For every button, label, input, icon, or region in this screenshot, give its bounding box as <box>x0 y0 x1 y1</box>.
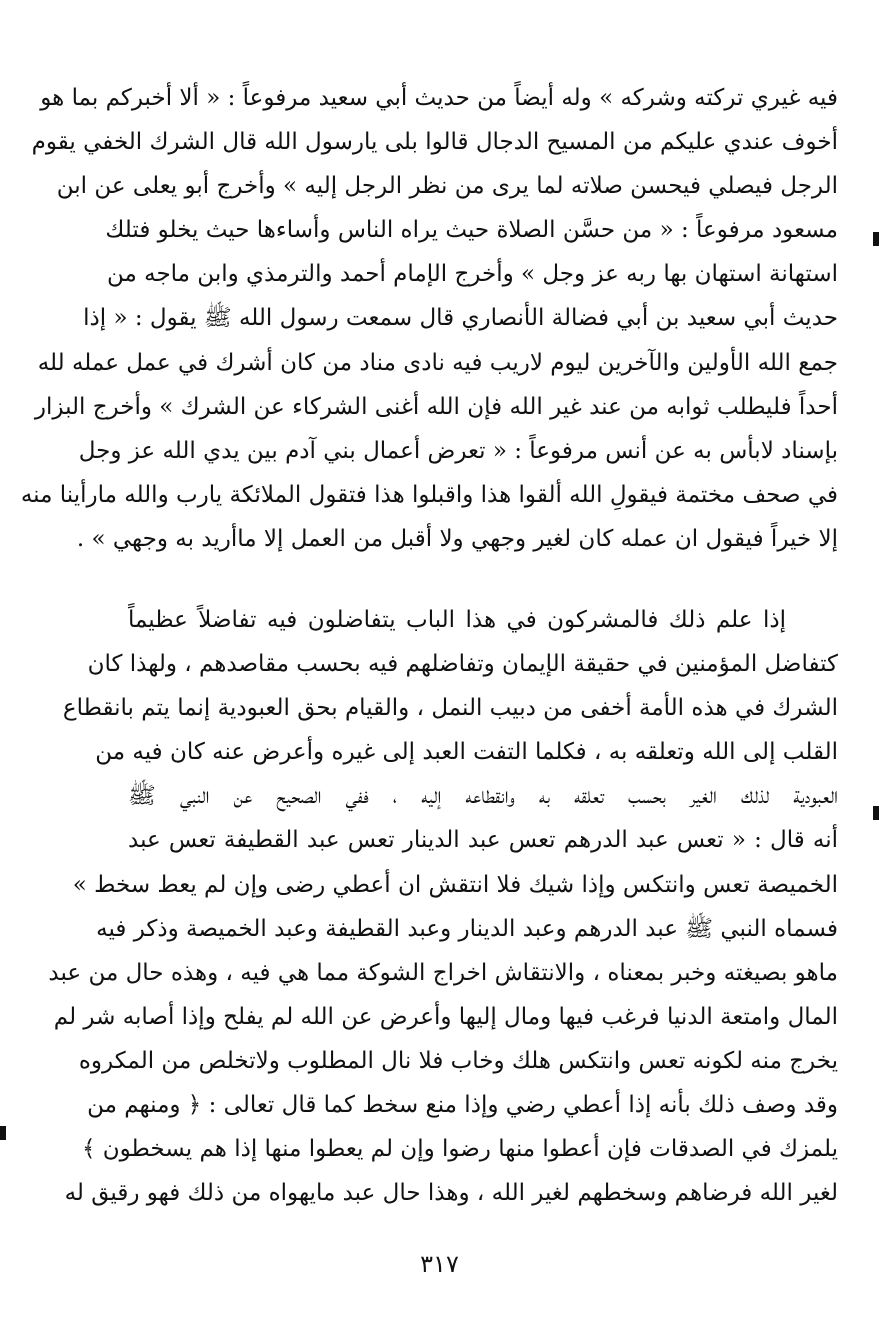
text-line: ماهو بصيغته وخبر بمعناه ، والانتقاش اخراج الشوكة مما هي فيه ، وهذه حال من عبد <box>48 959 838 986</box>
text-line: استهانة استهان بها ربه عز وجل » وأخرج الإمام أحمد والترمذي وابن ماجه من <box>106 261 838 288</box>
text-line: وقد وصف ذلك بأنه إذا أعطي رضي وإذا منع سخط كما قال تعالى : ﴿ ومنهم من <box>87 1092 838 1119</box>
text-line: المال وامتعة الدنيا فرغب فيها ومال إليها وأعرض عن الله لم يفلح وإذا أصابه شر لم <box>53 1003 838 1030</box>
text-line: حديث أبي سعيد بن أبي فضالة الأنصاري قال سمعت رسول الله ﷺ يقول : « إذا <box>83 305 838 332</box>
paragraph-shirk-discussion <box>48 598 838 1215</box>
text-line: جمع الله الأولين والآخرين ليوم لاريب فيه نادى مناد من كان أشرك في عمل عمله لله <box>37 349 838 376</box>
text-line: أخوف عندي عليكم من المسيح الدجال قالوا بلى يارسول الله قال الشرك الخفي يقوم <box>31 129 838 156</box>
text-line: أنه قال : « تعس عبد الدرهم تعس عبد الدينار تعس عبد القطيفة تعس عبد <box>128 827 838 854</box>
paragraph-hadith-narrations <box>20 76 838 561</box>
page-number: ٣١٧ <box>420 1250 459 1278</box>
text-line: مسعود مرفوعاً : « من حسَّن الصلاة حيث يراه الناس وأساءها حيث يخلو فتلك <box>105 217 838 244</box>
scan-margin-mark <box>0 1126 6 1140</box>
scan-margin-mark <box>873 806 879 820</box>
scan-margin-mark <box>873 232 879 246</box>
text-line: لغير الله فرضاهم وسخطهم لغير الله ، وهذا حال عبد مايهواه من ذلك فهو رقيق له <box>64 1180 838 1207</box>
text-line: الرجل فيصلي فيحسن صلاته لما يرى من نظر الرجل إليه » وأخرج أبو يعلى عن ابن <box>56 173 838 200</box>
text-line: يخرج منه لكونه تعس وانتكس هلك وخاب فلا نال المطلوب ولاتخلص من المكروه <box>78 1047 838 1074</box>
text-line: بإسناد لابأس به عن أنس مرفوعاً : « تعرض أعمال بني آدم بين يدي الله عز وجل <box>78 437 838 464</box>
text-line: الخميصة تعس وانتكس وإذا شيك فلا انتقش ان أعطي رضى وإن لم يعط سخط » <box>72 871 838 898</box>
text-line: في صحف مختمة فيقولِ الله ألقوا هذا واقبلوا هذا فتقول الملائكة يارب والله مارأينا منه <box>20 481 838 508</box>
text-line: إذا علم ذلك فالمشركون في هذا الباب يتفاضلون فيه تفاضلاً عظيماً <box>128 607 786 633</box>
text-line: الشرك في هذه الأمة أخفى من دبيب النمل ، والقيام بحق العبودية إنما يتم بانقطاع <box>62 695 838 722</box>
text-line: إلا خيراً فيقول ان عمله كان لغير وجهي ولا أقبل من العمل إلا ماأريد به وجهي » . <box>76 525 838 552</box>
text-line: يلمزك في الصدقات فإن أعطوا منها رضوا وإن لم يعطوا منها إذا هم يسخطون ﴾ <box>81 1136 838 1163</box>
text-line: العبودية لذلك الغير بحسب تعلقه به وانقطاعه إليه ، ففي الصحيح عن النبي ﷺ <box>128 783 838 810</box>
text-line: أحداً فليطلب ثوابه من عند غير الله فإن الله أغنى الشركاء عن الشرك » وأخرج البزار <box>34 393 838 420</box>
text-line: القلب إلى الله وتعلقه به ، فكلما التفت العبد إلى غيره وأعرض عنه كان فيه من <box>95 739 838 766</box>
text-line: فسماه النبي ﷺ عبد الدرهم وعبد الدينار وعبد القطيفة وعبد الخميصة وذكر فيه <box>96 915 838 942</box>
text-line: فيه غيري تركته وشركه » وله أيضاً من حديث أبي سعيد مرفوعاً : « ألا أخبركم بما هو <box>40 85 838 111</box>
text-line: كتفاضل المؤمنين في حقيقة الإيمان وتفاضلهم فيه بحسب مقاصدهم ، ولهذا كان <box>87 651 838 678</box>
